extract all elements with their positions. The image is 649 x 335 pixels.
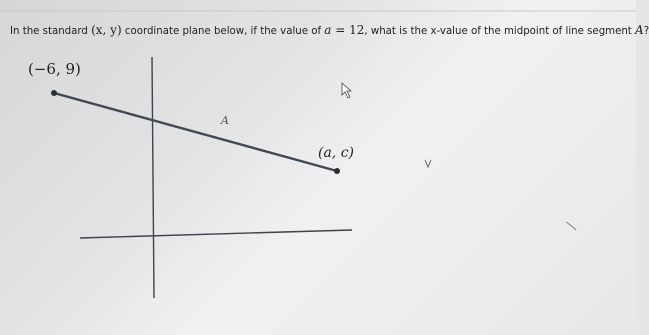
x-axis: [80, 230, 352, 238]
variable-a: a: [324, 23, 332, 37]
endpoint-a-c: [334, 168, 340, 174]
question-suffix: , what is the x-value of the midpoint of line segment: [364, 26, 636, 37]
question-middle: coordinate plane below, if the value of: [121, 26, 325, 37]
coordinate-pair: (x, y): [91, 23, 122, 37]
question-end: ?: [643, 26, 649, 37]
pen-mark-check: [425, 160, 431, 167]
endpoint-neg6-9: [51, 90, 57, 96]
y-axis: [152, 57, 154, 298]
line-segment-a: [54, 93, 337, 171]
point-label-neg6-9: (−6, 9): [28, 60, 81, 78]
cursor-icon: [342, 83, 351, 98]
segment-label-a: A: [221, 114, 229, 127]
segment-name: A: [635, 23, 644, 37]
pen-mark-stroke: [566, 222, 576, 230]
question-prefix: In the standard: [10, 26, 92, 37]
equals-value: = 12: [331, 23, 365, 37]
point-label-a-c: (a, c): [318, 145, 355, 161]
